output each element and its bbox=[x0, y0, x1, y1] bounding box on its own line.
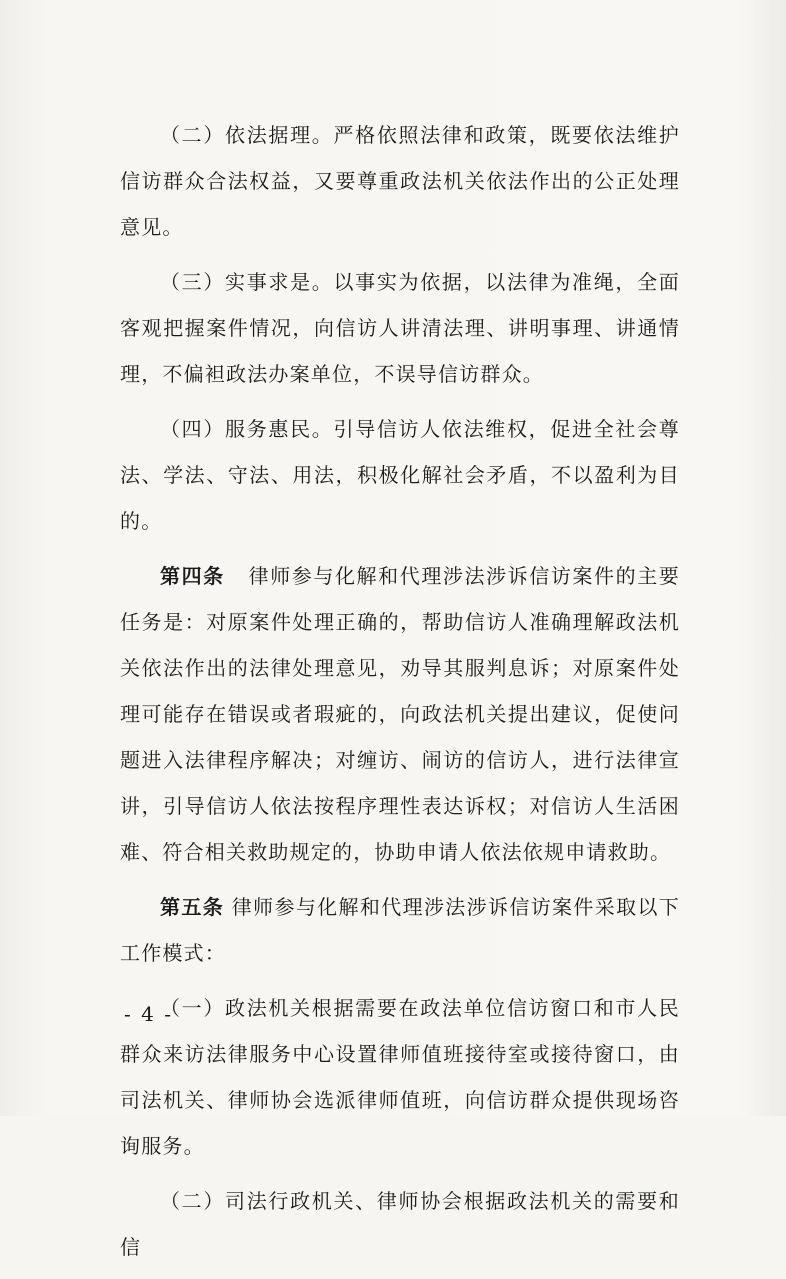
paragraph-text: （四）服务惠民。引导信访人依法维权，促进全社会尊法、学法、守法、用法，积极化解社会矛盾，不以盈利为目的。 bbox=[120, 417, 680, 533]
article-4 bbox=[120, 553, 680, 875]
paragraph-text: （二）司法行政机关、律师协会根据政法机关的需要和信 bbox=[120, 1189, 680, 1259]
paragraph-3 bbox=[120, 259, 680, 397]
paragraph-text: （一）政法机关根据需要在政法单位信访窗口和市人民群众来访法律服务中心设置律师值班接待室或接待窗口，由司法机关、律师协会选派律师值班，向信访群众提供现场咨询服务。 bbox=[120, 996, 680, 1158]
article-5 bbox=[120, 884, 680, 976]
mode-1 bbox=[120, 985, 680, 1169]
document-body bbox=[120, 112, 680, 1279]
paragraph-2 bbox=[120, 112, 680, 250]
paragraph-text: （二）依法据理。严格依照法律和政策，既要依法维护信访群众合法权益，又要尊重政法机关依法作出的公正处理意见。 bbox=[120, 123, 680, 239]
paragraph-4 bbox=[120, 406, 680, 544]
clause-label: 第四条 bbox=[160, 564, 225, 588]
paragraph-text: （三）实事求是。以事实为依据，以法律为准绳，全面客观把握案件情况，向信访人讲清法理、讲明事理、讲通情理，不偏袒政法办案单位，不误导信访群众。 bbox=[120, 270, 680, 386]
mode-2 bbox=[120, 1178, 680, 1270]
paragraph-text: 律师参与化解和代理涉法涉诉信访案件的主要任务是：对原案件处理正确的，帮助信访人准确理解政法机关依法作出的法律处理意见，劝导其服判息诉；对原案件处理可能存在错误或者瑕疵的，向政法机关提出建议，促使问题进入法律程序解决；对缠访、闹访的信访人，进行法律宣讲，引导信访人依法按程序理性表达诉权；对信访人生活困难、符合相关救助规定的，协助申请人依法依规申请救助。 bbox=[120, 564, 680, 864]
paragraph-text: 律师参与化解和代理涉法涉诉信访案件采取以下工作模式： bbox=[120, 895, 681, 965]
clause-label: 第五条 bbox=[160, 895, 225, 919]
page-number: - 4 - bbox=[124, 1002, 173, 1026]
